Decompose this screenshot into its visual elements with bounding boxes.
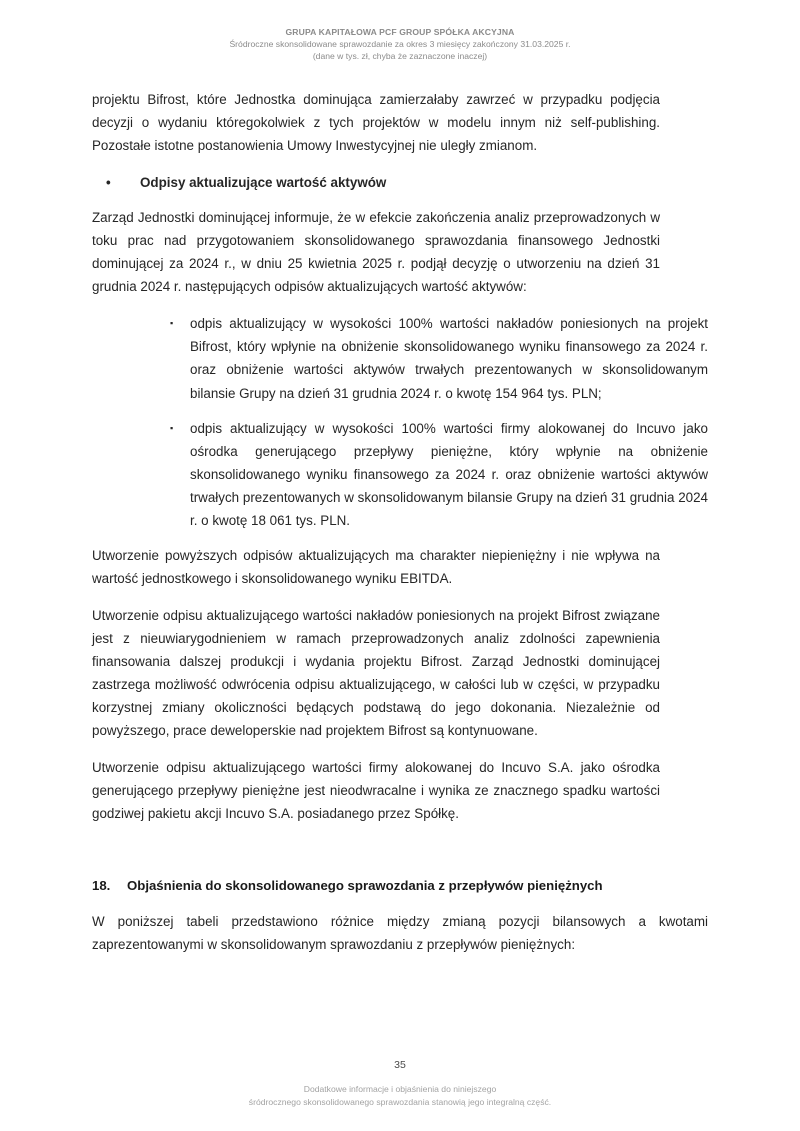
footer-note	[0, 1083, 800, 1109]
page-title	[92, 875, 708, 896]
list-item-text: odpis aktualizujący w wysokości 100% wartości nakładów poniesionych na projekt Bifrost, który wpłynie na obniżenie skonsolidowanego wyniku finansowego za 2024 r. oraz obniżenie wartości aktywów trwałych prezentowanych w skonsolidowanym bilansie Grupy na dzień 31 grudnia 2024 r. o kwotę 154 964 tys. PLN;	[190, 316, 708, 401]
paragraph-continuation: projektu Bifrost, które Jednostka dominująca zamierzałaby zawrzeć w przypadku podjęcia decyzji o wydaniu któregokolwiek z tych projektów w modelu innym niż self-publishing. Pozostałe istotne postanowienia Umowy Inwestycyjnej nie uległy zmianom.	[92, 92, 660, 154]
page-number: 35	[394, 1059, 406, 1072]
list-item-text: odpis aktualizujący w wysokości 100% wartości firmy alokowanej do Incuvo jako ośrodka generującego przepływy pieniężne, który wpłynie na obniżenie skonsolidowanego wyniku finansowego za 2024 r. oraz obniżenie wartości aktywów trwałych prezentowanych w skonsolidowanym bilansie Grupy na dzień 31 grudnia 2024 r. o kwotę 18 061 tys. PLN.	[190, 420, 708, 528]
bullet-heading-asset-writedowns	[92, 171, 708, 194]
document-footer	[0, 1059, 800, 1109]
list-item	[92, 312, 708, 404]
section-title-text: Objaśnienia do skonsolidowanego sprawozdania z przepływów pieniężnych	[127, 878, 603, 894]
section-number: 18.	[92, 878, 111, 894]
bullet-square-icon: ▪	[170, 422, 174, 433]
document-header	[0, 26, 800, 63]
footer-note-line-1: Dodatkowe informacje i objaśnienia do niniejszego	[303, 1084, 497, 1095]
header-units-note: (dane w tys. zł, chyba że zaznaczone inaczej)	[312, 51, 488, 62]
footer-note-line-2: śródrocznego skonsolidowanego sprawozdania stanowią jego integralną część.	[248, 1097, 552, 1108]
paragraph-section-intro: W poniższej tabeli przedstawiono różnice między zmianą pozycji bilansowych a kwotami zaprezentowanymi w skonsolidowanym sprawozdaniu z przepływów pieniężnych:	[92, 914, 708, 953]
section-spacer	[92, 839, 708, 875]
paragraph-ebitda-note: Utworzenie powyższych odpisów aktualizujących ma charakter niepieniężny i nie wpływa na wartość jednostkowego i skonsolidowanego wyniku EBITDA.	[92, 547, 660, 586]
bullet-square-icon: ▪	[170, 318, 174, 329]
bullet-disc-icon: •	[106, 175, 111, 191]
paragraph-management-decision: Zarząd Jednostki dominującej informuje, że w efekcie zakończenia analiz przeprowadzonych w toku prac nad przygotowaniem skonsolidowanego sprawozdania finansowego Jednostki dominującej za 2024 r., w dniu 25 kwietnia 2025 r. podjął decyzję o utworzeniu na dzień 31 grudnia 2024 r. następujących odpisów aktualizujących wartość aktywów:	[92, 210, 660, 295]
header-report-description: Śródroczne skonsolidowane sprawozdanie za okres 3 miesięcy zakończony 31.03.2025 r.	[229, 39, 571, 50]
paragraph-incuvo-writedown: Utworzenie odpisu aktualizującego wartości firmy alokowanej do Incuvo S.A. jako ośrodka generującego przepływy pieniężne jest nieodwracalne i wynika ze znacznego spadku wartości godziwej pakietu akcji Incuvo S.A. posiadanego przez Spółkę.	[92, 760, 660, 822]
document-body	[92, 88, 708, 971]
list-item	[92, 417, 708, 532]
bullet-heading-label: Odpisy aktualizujące wartość aktywów	[140, 175, 387, 191]
header-company-name: GRUPA KAPITAŁOWA PCF GROUP SPÓŁKA AKCYJNA	[285, 27, 515, 37]
paragraph-bifrost-writedown: Utworzenie odpisu aktualizującego wartości nakładów poniesionych na projekt Bifrost związane jest z nieuwiarygodnieniem w ramach przeprowadzonych analiz zdolności zapewnienia finansowania dalszej produkcji i wydania projektu Bifrost. Zarząd Jednostki dominującej zastrzega możliwość odwrócenia odpisu aktualizującego, w całości lub w części, w przypadku korzystnej zmiany okoliczności będących podstawą do jego dokonania. Niezależnie od powyższego, prace deweloperskie nad projektem Bifrost są kontynuowane.	[92, 607, 660, 739]
